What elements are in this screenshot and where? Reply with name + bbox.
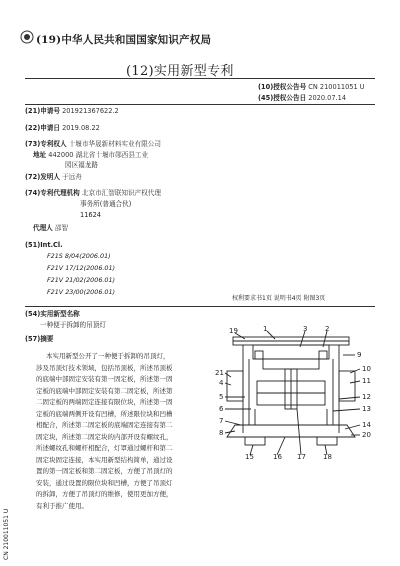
ref-label-6: 6 — [219, 405, 224, 413]
cnipa-emblem-icon — [20, 30, 34, 44]
ref-label-20: 20 — [362, 431, 371, 439]
ref-label-2: 2 — [325, 325, 330, 333]
ref-label-19: 19 — [229, 327, 238, 335]
abstract-line: 二固定板的两端固定连接有限位块，所述第一固 — [36, 398, 173, 406]
abstract-line: 相配合，所述第二固定板的底端固定连接有第二 — [36, 421, 173, 429]
abstract-line: 的拆卸，方便了吊顶灯的维修，使用更加方便， — [36, 490, 173, 498]
agency-line2: 事务所(普通合伙) — [80, 200, 132, 208]
abstract-text — [36, 351, 206, 512]
inventor: (72)发明人 于远舟 — [25, 173, 82, 181]
ref-label-7: 7 — [219, 417, 224, 425]
abstract-line: 固定块，所述第二固定块的内部开设有螺纹孔， — [36, 432, 173, 441]
abstract-figure — [205, 325, 380, 460]
ref-label-5: 5 — [219, 393, 224, 401]
publication-date: (45)授权公告日 2020.07.14 — [258, 94, 347, 102]
ipc-code: F21S 8/04(2006.01) — [47, 252, 111, 260]
ref-label-13: 13 — [362, 405, 371, 413]
ref-label-11: 11 — [362, 377, 371, 385]
ref-label-17: 17 — [297, 453, 306, 460]
abstract-line: 涉及吊顶灯技术领域，包括吊顶板，所述吊顶板 — [36, 363, 173, 372]
ref-label-10: 10 — [362, 365, 371, 373]
application-number: (21)申请号 201921367622.2 — [25, 107, 119, 115]
ref-label-9: 9 — [357, 351, 362, 359]
agency-code: 11624 — [80, 211, 101, 219]
patentee: (73)专利权人 十堰市华晟新材料实业有限公司 — [25, 140, 161, 148]
section-rule — [25, 306, 375, 307]
abstract-line: 有利于推广使用。 — [36, 501, 88, 510]
header-rule-bottom — [25, 104, 375, 105]
ref-label-18: 18 — [323, 453, 332, 460]
ref-label-4: 4 — [219, 379, 224, 387]
ref-label-15: 15 — [245, 453, 254, 460]
ipc-code: F21V 21/02(2006.01) — [47, 276, 116, 284]
abstract-line: 定板的底端两侧开设有凹槽，所述限位块和凹槽 — [36, 409, 173, 418]
abstract-line: 固定块固定连接，本实用新型结构简单，通过设 — [36, 455, 173, 464]
ipc-code: F21V 23/00(2006.01) — [47, 288, 116, 296]
abstract-line: 安装，通过设置的限位块和凹槽，方便了吊顶灯 — [36, 478, 173, 487]
abstract-label: (57)摘要 — [25, 335, 54, 343]
agency: (74)专利代理机构 北京市汇智联知识产权代理 — [25, 189, 161, 197]
ref-label-21: 21 — [215, 369, 224, 377]
ref-label-16: 16 — [273, 453, 282, 460]
page-count-summary: 权利要求书1页 说明书4页 附图3页 — [232, 295, 326, 302]
header-rule-top — [25, 78, 375, 79]
ref-label-8: 8 — [219, 429, 224, 437]
address-line2: 园区福龙路 — [65, 161, 98, 169]
ipc-code: F21V 17/12(2006.01) — [47, 264, 116, 272]
ref-label-1: 1 — [263, 325, 268, 333]
abstract-line: 的底端中部固定安装有第一固定板，所述第一固 — [36, 375, 173, 383]
ref-label-3: 3 — [303, 325, 308, 333]
agent: 代理人 邵智 — [33, 224, 69, 232]
document-type: (12)实用新型专利 — [126, 64, 234, 79]
utility-model-title: 一种便于拆卸的吊顶灯 — [40, 321, 106, 329]
side-document-number: CN 210011051 U — [3, 508, 10, 560]
ref-label-12: 12 — [362, 393, 371, 401]
filing-date: (22)申请日 2019.08.22 — [25, 124, 100, 132]
abstract-line: 本实用新型公开了一种便于拆卸的吊顶灯， — [46, 352, 170, 360]
publication-number: (10)授权公告号 CN 210011051 U — [258, 83, 365, 91]
abstract-line: 所述螺纹孔和螺杆相配合，灯罩通过螺杆和第二 — [36, 444, 173, 452]
abstract-line: 置的第一固定板和第二固定板，方便了吊顶灯的 — [36, 467, 173, 475]
abstract-line: 定板的底端中部固定安装有第二固定板，所述第 — [36, 386, 173, 395]
office-title: (19)中华人民共和国国家知识产权局 — [36, 34, 212, 46]
ref-label-14: 14 — [362, 421, 371, 429]
utility-model-title-label: (54)实用新型名称 — [25, 310, 80, 318]
address: 地址 442000 湖北省十堰市郧西县工业 — [33, 151, 149, 159]
ipc-label: (51)Int.Cl. — [25, 241, 63, 249]
